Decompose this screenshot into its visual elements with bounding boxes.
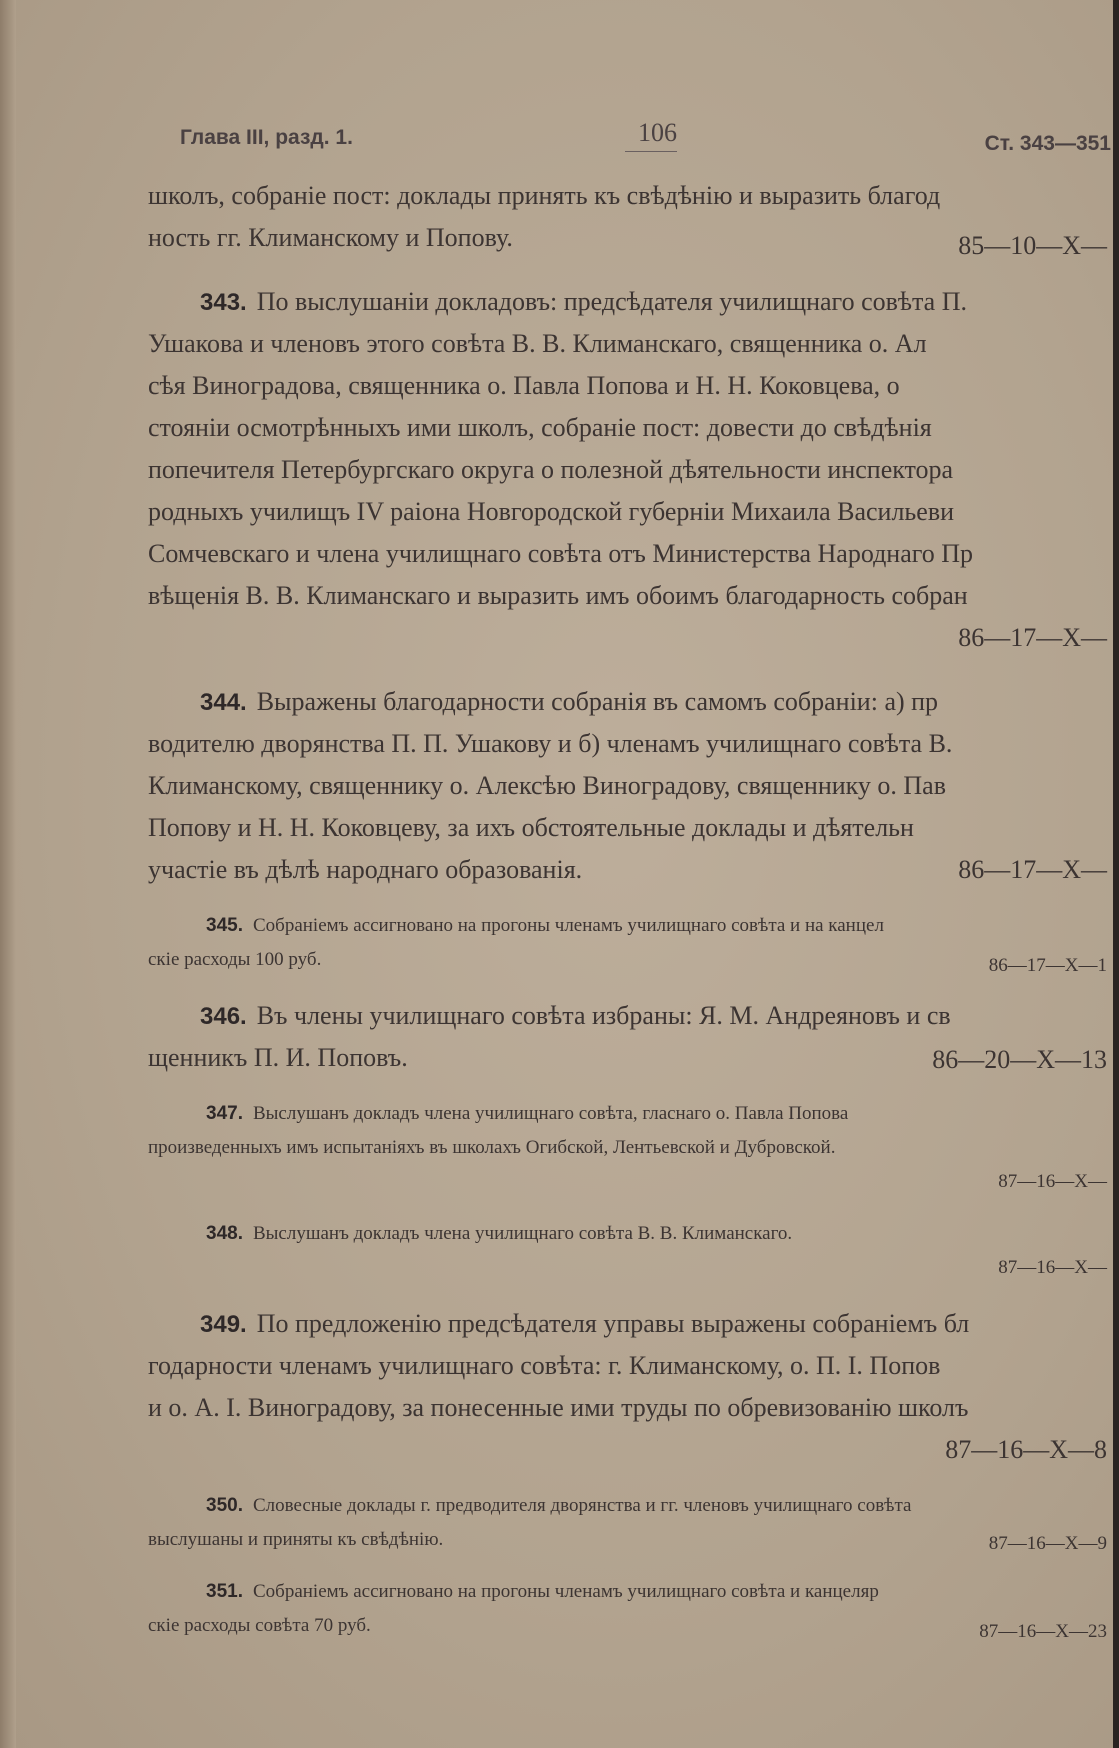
entry-348	[148, 1217, 1113, 1285]
text-line	[148, 1609, 1113, 1643]
text-line-content: ность гг. Климанскому и Попову.	[148, 223, 513, 252]
text-line	[148, 681, 1113, 723]
text-line	[148, 1489, 1113, 1523]
entry-number: 346.	[200, 1003, 247, 1030]
text-line-content: Выслушанъ докладъ члена училищнаго совѣта В. В. Климанскаго.	[252, 1223, 793, 1244]
entry-344	[148, 681, 1113, 891]
text-line: Сомчевскаго и члена училищнаго совѣта отъ Министерства Народнаго Пр	[148, 539, 974, 568]
page-header	[180, 118, 1119, 168]
text-line-content: Выражены благодарности собранія въ самомъ собраніи: а) пр	[256, 687, 939, 716]
text-line: годарности членамъ училищнаго совѣта: г. Климанскому, о. П. І. Попов	[148, 1351, 941, 1380]
reference-code: 87—16—X—	[998, 1171, 1107, 1192]
text-line: вѣщенія В. В. Климанскаго и выразить имъ обоимъ благодарность собран	[148, 581, 968, 610]
text-line: Климанскому, священнику о. Алексѣю Виноградову, священнику о. Пав	[148, 771, 947, 800]
reference-code: 86—20—X—13	[932, 1045, 1107, 1074]
entry-number: 351.	[206, 1581, 243, 1602]
entry-number: 347.	[206, 1103, 243, 1124]
text-line: родныхъ училищъ IV раіона Новгородской губерніи Михаила Васильеви	[148, 497, 955, 526]
entry-351	[148, 1575, 1113, 1643]
text-line: попечителя Петербургскаго округа о полезной дѣятельности инспектора	[148, 455, 954, 484]
intro-paragraph	[148, 175, 1113, 259]
reference-code: 86—17—X—	[958, 855, 1107, 884]
entry-number: 349.	[200, 1311, 247, 1338]
reference-code: 86—17—X—1	[988, 955, 1107, 976]
entry-346	[148, 995, 1113, 1079]
text-line-content: скіе расходы 100 руб.	[148, 949, 322, 970]
entry-349	[148, 1303, 1113, 1471]
text-line: сѣя Виноградова, священника о. Павла Попова и Н. Н. Коковцева, о	[148, 371, 900, 400]
entry-343	[148, 281, 1113, 659]
text-line	[148, 849, 1113, 891]
text-line-content: участіе въ дѣлѣ народнаго образованія.	[148, 855, 583, 884]
reference-code: 87—16—X—8	[945, 1435, 1107, 1464]
entry-350	[148, 1489, 1113, 1557]
text-line	[148, 943, 1113, 977]
reference-code: 85—10—X—	[958, 231, 1107, 259]
text-line-content: Собраніемъ ассигновано на прогоны членамъ училищнаго совѣта и канцеляр	[252, 1581, 879, 1602]
page-number: 106	[638, 118, 677, 147]
page-edge	[1113, 0, 1119, 1748]
text-line-content: По выслушаніи докладовъ: предсѣдателя училищнаго совѣта П.	[256, 287, 967, 316]
text-line-content: Выслушанъ докладъ члена училищнаго совѣта, гласнаго о. Павла Попова	[252, 1103, 849, 1124]
text-line	[148, 217, 1113, 259]
book-spine-shadow	[0, 0, 16, 1748]
text-line: Ушакова и членовъ этого совѣта В. В. Климанскаго, священника о. Ал	[148, 329, 927, 358]
text-line	[148, 1097, 1113, 1131]
reference-code: 87—16—X—	[998, 1257, 1107, 1278]
text-line	[148, 1217, 1113, 1251]
text-line	[148, 1575, 1113, 1609]
entry-number: 348.	[206, 1223, 243, 1244]
reference-code: 87—16—X—9	[988, 1533, 1107, 1554]
entry-number: 344.	[200, 689, 247, 716]
text-line: и о. А. І. Виноградову, за понесенные ими труды по обревизованію школъ	[148, 1393, 969, 1422]
text-line	[148, 909, 1113, 943]
text-line-content: скіе расходы совѣта 70 руб.	[148, 1615, 371, 1636]
text-line: произведенныхъ имъ испытаніяхъ въ школахъ Огибской, Лентьевской и Дубровской.	[148, 1137, 836, 1158]
document-body	[148, 175, 1113, 1643]
page-number-rule	[625, 151, 677, 152]
reference-code: 87—16—X—23	[979, 1621, 1107, 1642]
text-line	[148, 1303, 1113, 1345]
text-line-content: Собраніемъ ассигновано на прогоны членамъ училищнаго совѣта и на канцел	[252, 915, 884, 936]
chapter-heading: Глава III, разд. 1.	[180, 126, 353, 149]
text-line-content: Въ члены училищнаго совѣта избраны: Я. М. Андреяновъ и св	[256, 1001, 951, 1030]
text-line-content: Словесные доклады г. предводителя дворянства и гг. членовъ училищнаго совѣта	[252, 1495, 912, 1516]
text-line	[148, 1037, 1113, 1079]
reference-code: 86—17—X—	[958, 623, 1107, 652]
text-line	[148, 995, 1113, 1037]
text-line: стояніи осмотрѣнныхъ ими школъ, собраніе пост: довести до свѣдѣнія	[148, 413, 932, 442]
text-line-content: выслушаны и приняты къ свѣдѣнію.	[148, 1529, 444, 1550]
entry-347	[148, 1097, 1113, 1199]
text-line-content: По предложенію предсѣдателя управы выражены собраніемъ бл	[256, 1309, 970, 1338]
text-line	[148, 1523, 1113, 1557]
entry-345	[148, 909, 1113, 977]
text-line: Попову и Н. Н. Коковцеву, за ихъ обстоятельные доклады и дѣятельн	[148, 813, 914, 842]
text-line: школъ, собраніе пост: доклады принять къ свѣдѣнію и выразить благод	[148, 181, 941, 210]
text-line: водителю дворянства П. П. Ушакову и б) членамъ училищнаго совѣта В.	[148, 729, 953, 758]
entry-number: 345.	[206, 915, 243, 936]
entry-number: 350.	[206, 1495, 243, 1516]
entry-number: 343.	[200, 289, 247, 316]
article-range: Ст. 343—351	[984, 132, 1111, 155]
text-line-content: щенникъ П. И. Поповъ.	[148, 1043, 408, 1072]
text-line	[148, 281, 1113, 323]
